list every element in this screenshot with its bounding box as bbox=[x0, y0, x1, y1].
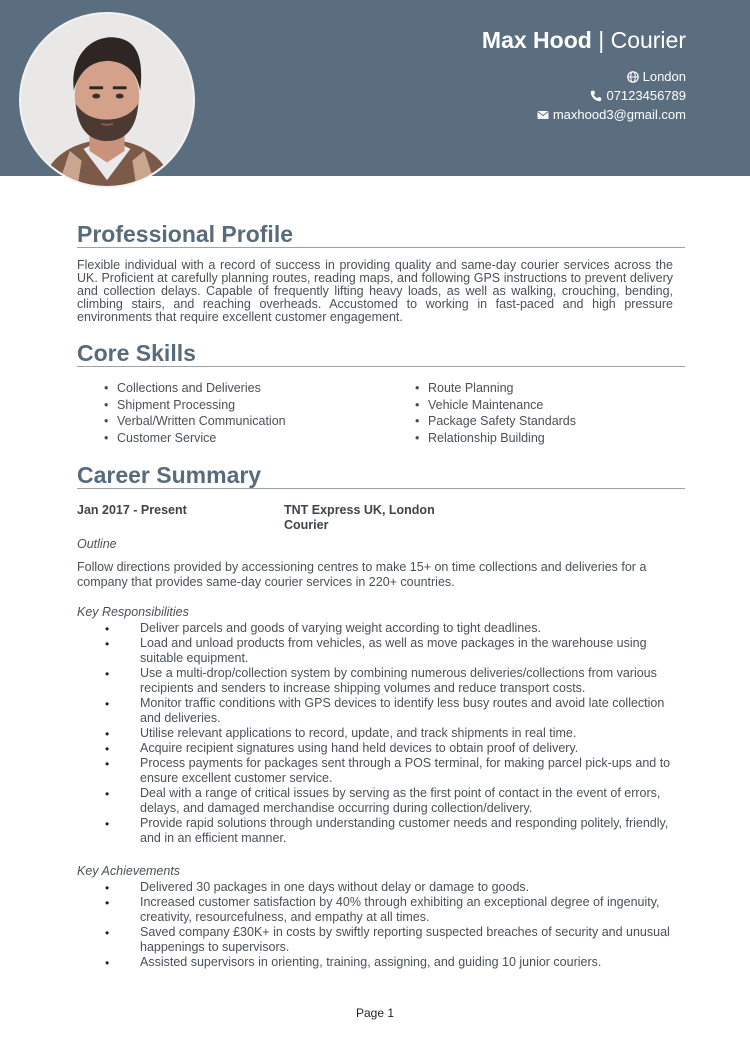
responsibilities-list bbox=[105, 621, 675, 846]
skill-item: • Vehicle Maintenance bbox=[415, 397, 544, 412]
skill-item: • Verbal/Written Communication bbox=[104, 414, 286, 428]
location-text: London bbox=[642, 69, 686, 84]
job-role: Courier bbox=[284, 518, 329, 532]
list-item: • Increased customer satisfaction by 40% through exhibiting an exceptional degree of ingenuity, creativity, resourcefulness, and empathy at all times. bbox=[105, 895, 675, 925]
responsibilities-label: Key Responsibilities bbox=[77, 605, 189, 619]
skill-item: • Package Safety Standards bbox=[415, 414, 577, 428]
list-item: • Process payments for packages sent through a POS terminal, for making parcel pick-ups and to ensure excellent customer service. bbox=[105, 756, 675, 786]
achievements-list bbox=[105, 880, 675, 970]
skills-heading: Core Skills bbox=[77, 340, 685, 367]
list-item: • Saved company £30K+ in costs by swiftly reporting suspected breaches of security and unusual happenings to supervisors. bbox=[105, 925, 675, 955]
job-dates: Jan 2017 - Present bbox=[77, 503, 187, 517]
skill-item: • Relationship Building bbox=[415, 430, 545, 445]
list-item: • Provide rapid solutions through understanding customer needs and responding politely, friendly, and in an efficient manner. bbox=[105, 816, 675, 846]
avatar-illustration bbox=[21, 14, 193, 186]
contact-phone bbox=[590, 88, 686, 103]
name-title bbox=[482, 27, 686, 54]
list-item: • Deal with a range of critical issues by serving as the first point of contact in the event of errors, delays, and damaged merchandise occurring during collection/delivery. bbox=[105, 786, 675, 816]
skill-item: • Customer Service bbox=[104, 430, 217, 445]
page-number: Page 1 bbox=[355, 1006, 395, 1020]
list-item: • Utilise relevant applications to record, update, and track shipments in real time. bbox=[105, 726, 675, 741]
candidate-name: Max Hood bbox=[481, 27, 592, 53]
list-item: • Delivered 30 packages in one days without delay or damage to goods. bbox=[105, 880, 675, 895]
outline-label: Outline bbox=[77, 537, 117, 551]
phone-text: 07123456789 bbox=[606, 88, 686, 103]
header-band bbox=[0, 0, 750, 176]
list-item: • Acquire recipient signatures using hand held devices to obtain proof of delivery. bbox=[105, 741, 675, 756]
job-company: TNT Express UK, London bbox=[284, 503, 435, 517]
phone-icon bbox=[590, 90, 602, 102]
profile-text: Flexible individual with a record of success in providing quality and same-day courier services across the UK. Proficient at carefully planning routes, reading maps, and following GPS instructions to prevent delivery and collection delays. Capable of frequently lifting heavy loads, as well as walking, crouching, bending, climbing stairs, and reaching overheads. Accustomed to working in fast-paced and high pressure environments that require excellent customer engagement. bbox=[77, 258, 673, 324]
email-text: maxhood3@gmail.com bbox=[552, 107, 686, 122]
globe-icon bbox=[627, 71, 639, 83]
list-item: • Load and unload products from vehicles, as well as move packages in the warehouse using suitable equipment. bbox=[105, 636, 675, 666]
list-item: • Deliver parcels and goods of varying weight according to tight deadlines. bbox=[105, 621, 675, 636]
list-item: • Assisted supervisors in orienting, training, assigning, and guiding 10 junior couriers. bbox=[105, 955, 675, 970]
contact-email bbox=[537, 107, 686, 122]
profile-heading: Professional Profile bbox=[77, 221, 685, 248]
achievements-label: Key Achievements bbox=[77, 864, 181, 878]
name-separator: | bbox=[591, 27, 611, 53]
career-heading: Career Summary bbox=[77, 462, 685, 489]
skill-item: • Route Planning bbox=[415, 381, 514, 395]
list-item: • Use a multi-drop/collection system by combining numerous deliveries/collections from various recipients and senders to increase shipping volumes and reduce transport costs. bbox=[105, 666, 675, 696]
profile-photo bbox=[19, 12, 195, 188]
contact-location bbox=[627, 69, 686, 84]
envelope-icon bbox=[537, 109, 549, 121]
job-title: Courier bbox=[610, 27, 686, 53]
skill-item: • Collections and Deliveries bbox=[104, 381, 261, 395]
skills-grid bbox=[104, 380, 664, 446]
skill-item: • Shipment Processing bbox=[104, 397, 236, 412]
outline-text: Follow directions provided by accessioning centres to make 15+ on time collections and deliveries for a company that provides same-day courier services in 220+ countries. bbox=[77, 560, 647, 589]
list-item: • Monitor traffic conditions with GPS devices to identify less busy routes and avoid late collection and deliveries. bbox=[105, 696, 675, 726]
